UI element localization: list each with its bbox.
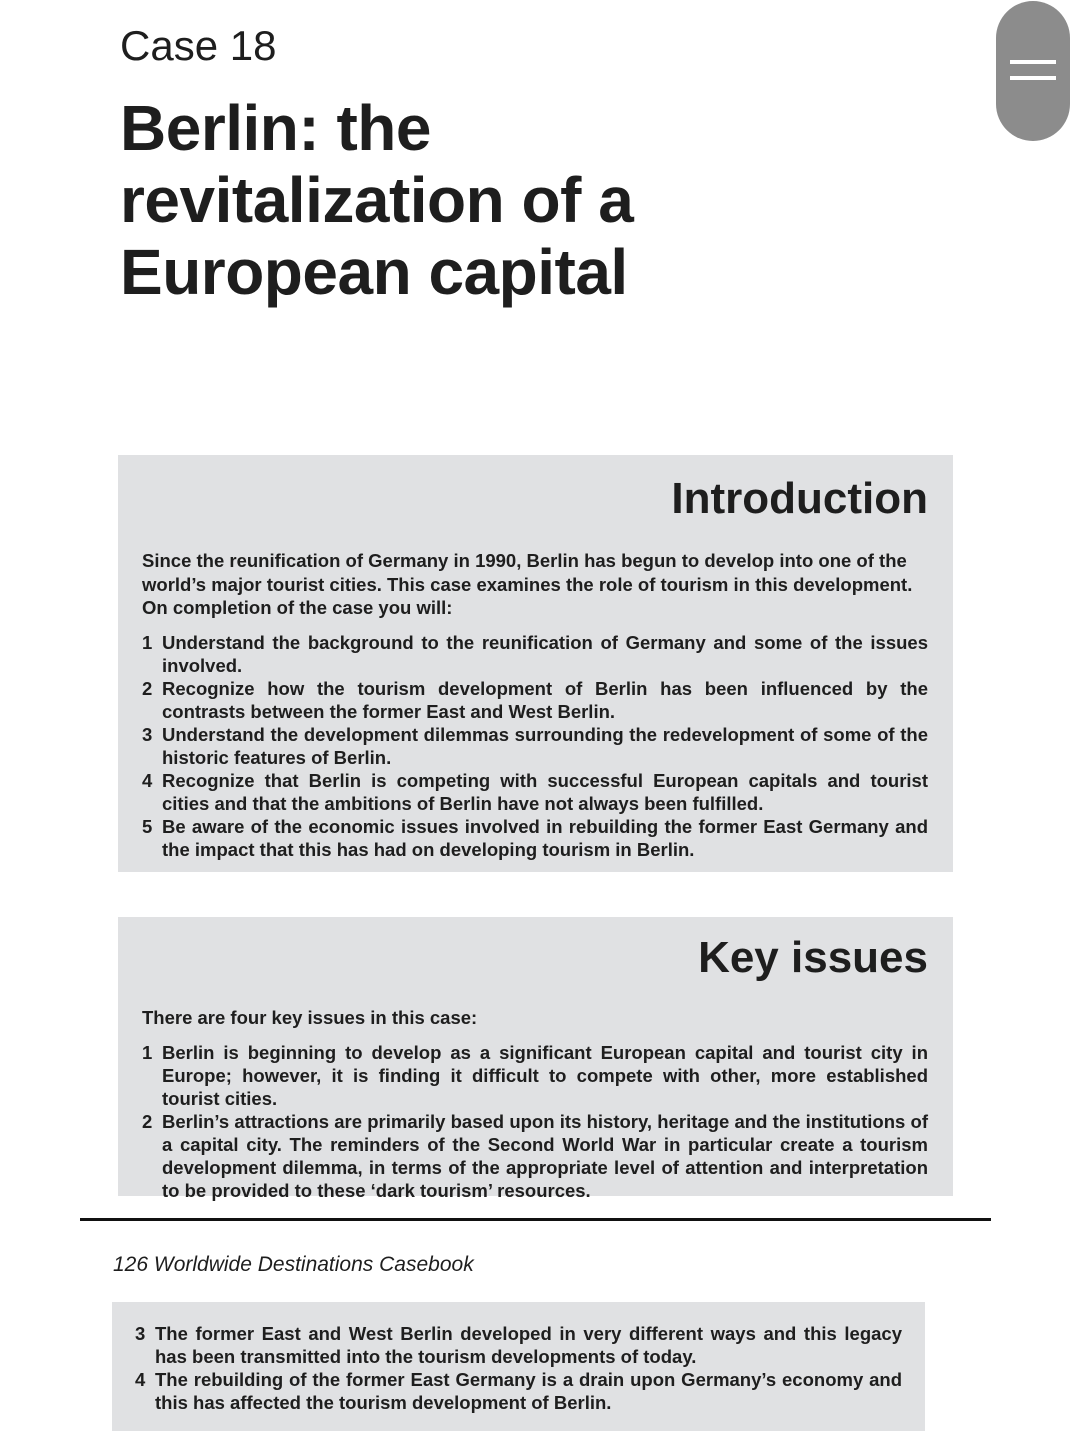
scroll-handle-grip — [1010, 60, 1056, 64]
key-issues-box — [118, 917, 953, 1201]
list-item-text: Be aware of the economic issues involved in rebuilding the former East Germany and the impact that this has had on developing tourism in Berlin. — [162, 815, 928, 860]
list-item — [142, 677, 928, 723]
list-item-number: 4 — [142, 769, 153, 791]
introduction-heading: Introduction — [671, 474, 928, 523]
list-item — [142, 1041, 928, 1110]
case-label: Case 18 — [120, 22, 277, 69]
objectives-list — [142, 631, 928, 861]
list-item-text: The former East and West Berlin developed in very different ways and this legacy has been transmitted into the tourism developments of today. — [155, 1323, 902, 1367]
introduction-box — [118, 455, 953, 872]
scroll-handle-grip — [1010, 76, 1056, 80]
list-item — [142, 769, 928, 815]
key-issues-continued-box — [112, 1302, 925, 1431]
key-issues-paragraph: There are four key issues in this case: — [142, 1007, 478, 1028]
list-item-number: 4 — [135, 1369, 146, 1390]
list-item-text: Understand the development dilemmas surrounding the redevelopment of some of the historic features of Berlin. — [162, 723, 928, 768]
list-item-number: 1 — [142, 1041, 153, 1063]
chapter-title-line: Berlin: the — [120, 92, 431, 164]
list-item-number: 3 — [142, 723, 153, 745]
chapter-title — [120, 92, 820, 308]
list-item-text: Recognize how the tourism development of Berlin has been influenced by the contrasts between the former East and West Berlin. — [162, 677, 928, 722]
list-item-text: Berlin’s attractions are primarily based upon its history, heritage and the institutions of a capital city. The reminders of the Second World War in particular create a tourism development dilemma, in terms of the appropriate level of attention and interpretation to be provided to these ‘dark tourism’ resources. — [162, 1110, 928, 1201]
chapter-title-line: European capital — [120, 236, 628, 308]
scroll-handle-icon[interactable] — [996, 1, 1070, 141]
list-item-number: 5 — [142, 815, 153, 837]
list-item — [142, 631, 928, 677]
list-item — [142, 815, 928, 861]
key-issues-heading: Key issues — [698, 933, 928, 982]
list-item — [142, 1110, 928, 1202]
list-item-number: 3 — [135, 1323, 146, 1344]
list-item-number: 1 — [142, 631, 153, 653]
chapter-title-line: revitalization of a — [120, 164, 634, 236]
page-divider — [80, 1218, 991, 1221]
key-issues-continued-list — [135, 1322, 902, 1414]
list-item-text: Recognize that Berlin is competing with successful European capitals and tourist cities and that the ambitions of Berlin have not always been fulfilled. — [162, 769, 928, 814]
list-item — [135, 1322, 902, 1368]
list-item — [142, 723, 928, 769]
list-item-text: Berlin is beginning to develop as a significant European capital and tourist city in Europe; however, it is finding it difficult to compete with other, more established tourist cities. — [162, 1041, 928, 1109]
list-item — [135, 1368, 902, 1414]
key-issues-list — [142, 1041, 928, 1202]
page-footer: 126 Worldwide Destinations Casebook — [113, 1253, 474, 1276]
introduction-paragraph: Since the reunification of Germany in 1990, Berlin has begun to develop into one of the world’s major tourist cities. This case examines the role of tourism in this development. On completion of the case you will: — [142, 550, 913, 618]
list-item-number: 2 — [142, 677, 153, 699]
list-item-number: 2 — [142, 1110, 153, 1132]
list-item-text: The rebuilding of the former East Germany is a drain upon Germany’s economy and this has affected the tourism development of Berlin. — [155, 1369, 902, 1413]
list-item-text: Understand the background to the reunification of Germany and some of the issues involved. — [162, 631, 928, 676]
